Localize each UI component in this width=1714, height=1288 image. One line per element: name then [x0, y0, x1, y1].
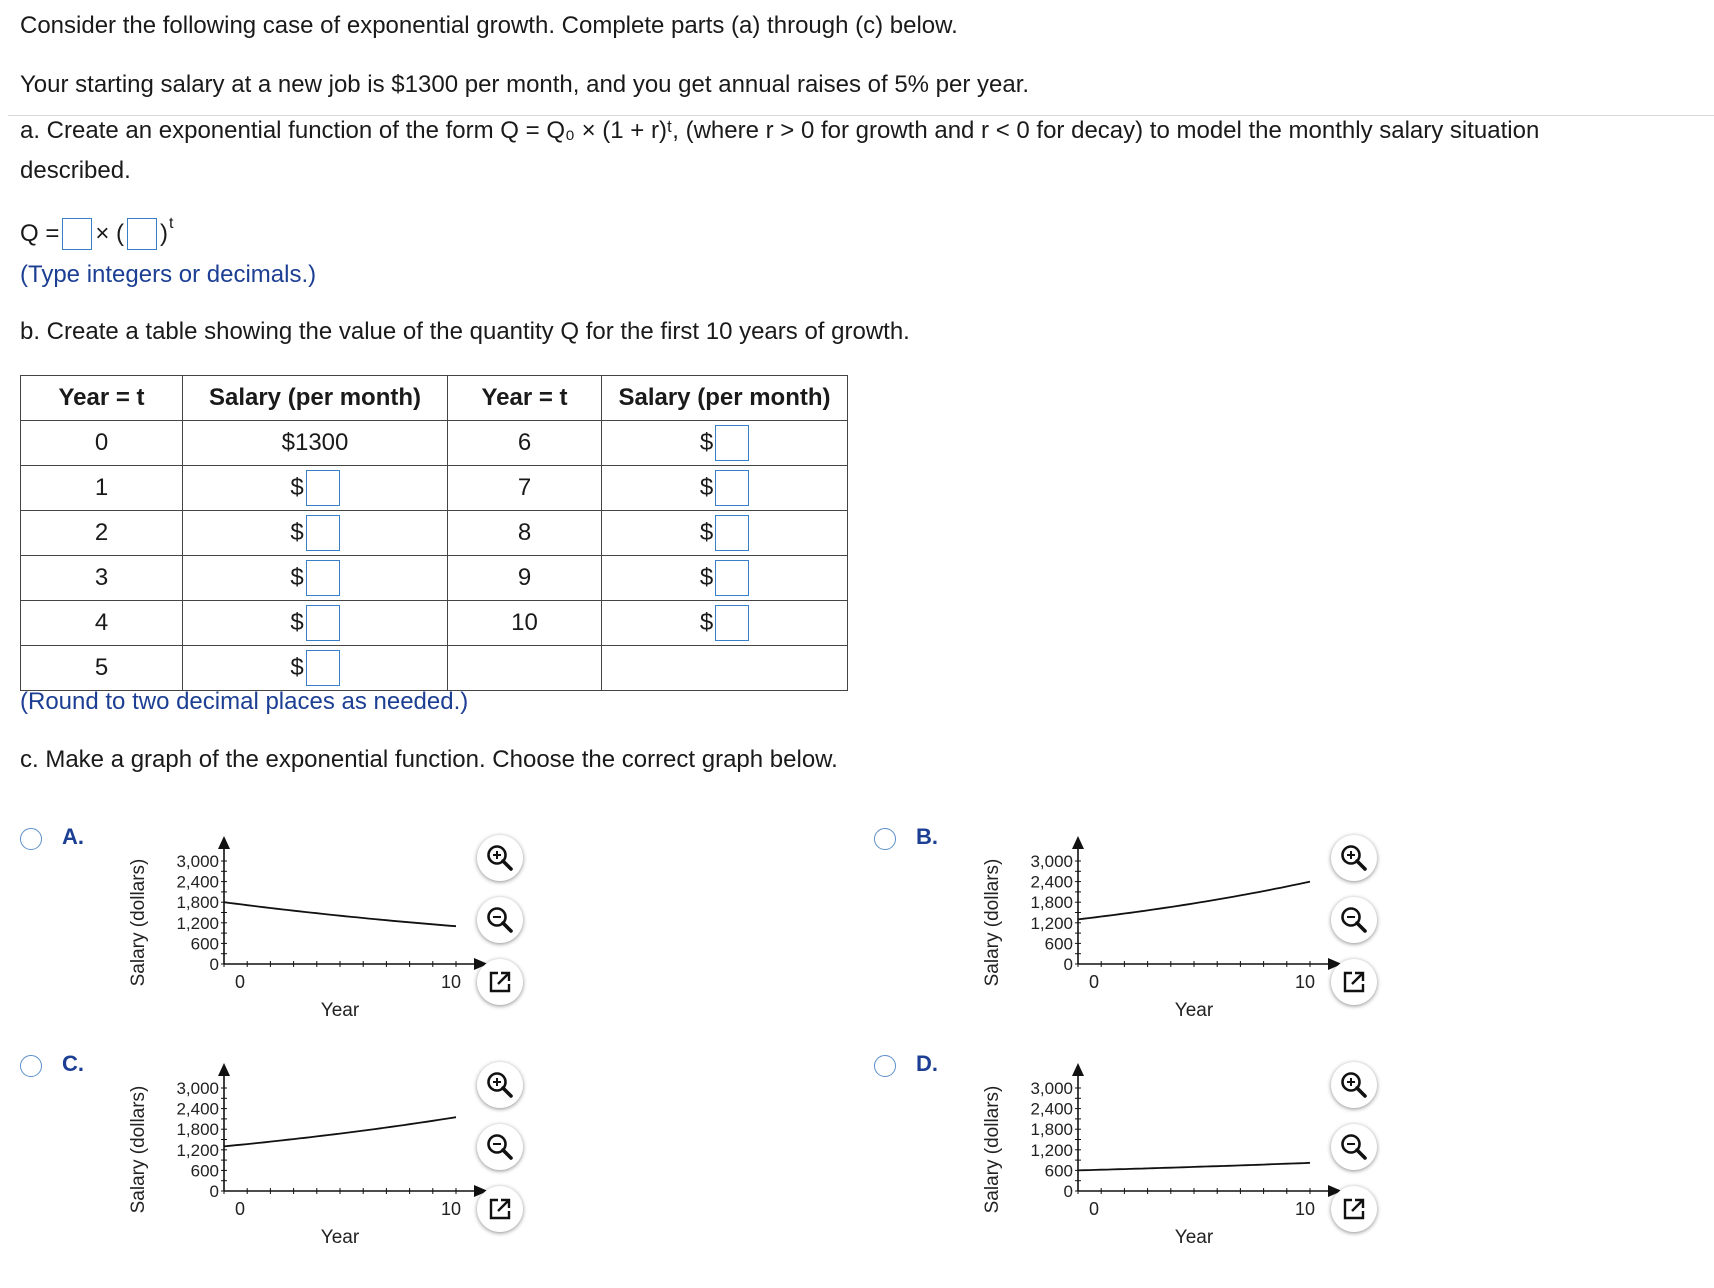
zoom-out-icon [485, 905, 515, 935]
header-salary-right: Salary (per month) [602, 376, 848, 421]
table-row [21, 466, 848, 511]
y-tick-label: 3,000 [176, 1079, 219, 1098]
part-b-prompt: b. Create a table showing the value of the quantity Q for the first 10 years of growth. [20, 318, 910, 345]
y-axis-title: Salary (dollars) [128, 858, 149, 987]
option-a-radio[interactable] [20, 828, 42, 850]
popout-icon [486, 968, 514, 996]
y-tick-label: 600 [1044, 1161, 1073, 1181]
salary-input-year-4[interactable] [306, 605, 340, 641]
salary-input-year-2[interactable] [306, 515, 340, 551]
x-tick-label: 0 [234, 972, 246, 992]
y-tick-label: 2,400 [1030, 1099, 1073, 1119]
series-line [224, 1117, 456, 1146]
dollar-sign: $ [290, 519, 304, 546]
header-salary-left: Salary (per month) [183, 376, 448, 421]
option-c-zoom-in-button[interactable] [477, 1062, 523, 1108]
zoom-out-icon [1339, 1132, 1369, 1162]
part-b-hint: (Round to two decimal places as needed.) [20, 688, 469, 715]
table-row [21, 511, 848, 556]
dollar-sign: $ [290, 654, 304, 681]
x-axis-title: Year [1174, 1227, 1214, 1248]
dollar-sign: $ [699, 564, 714, 591]
part-a-prompt-cont: described. [20, 157, 131, 184]
year-cell: 4 [21, 601, 183, 646]
option-c-popout-button[interactable] [477, 1186, 523, 1232]
x-tick-label: 0 [1088, 1199, 1100, 1219]
year-cell: 1 [21, 466, 183, 511]
salary-input-year-8[interactable] [715, 515, 749, 551]
y-axis-arrow [1072, 1063, 1084, 1076]
table-row [21, 556, 848, 601]
x-tick-label: 10 [1294, 1199, 1316, 1219]
option-b-zoom-out-button[interactable] [1331, 897, 1377, 943]
y-tick-label: 1,200 [176, 913, 219, 933]
salary-input-year-7[interactable] [715, 470, 749, 506]
series-line [224, 902, 456, 926]
dollar-sign: $ [699, 474, 714, 501]
x-tick-label: 0 [1088, 972, 1100, 992]
y-tick-label: 1,800 [1030, 893, 1073, 913]
y-tick-label: 1,800 [1030, 1120, 1073, 1140]
y-tick-label: 600 [1044, 934, 1073, 954]
salary-input-year-9[interactable] [715, 560, 749, 596]
dollar-sign: $ [699, 609, 714, 636]
dollar-sign: $ [290, 564, 304, 591]
x-axis-title: Year [320, 1227, 360, 1248]
growth-factor-input[interactable] [127, 218, 157, 250]
year-cell: 3 [21, 556, 183, 601]
table-header-row [21, 376, 848, 421]
dollar-sign: $ [290, 609, 304, 636]
formula-row [20, 215, 174, 250]
option-a-label: A. [62, 824, 84, 849]
salary-input-year-5[interactable] [306, 650, 340, 686]
option-d-zoom-out-button[interactable] [1331, 1124, 1377, 1170]
option-d-radio[interactable] [874, 1055, 896, 1077]
y-tick-label: 0 [209, 955, 219, 974]
y-tick-label: 600 [190, 1161, 219, 1181]
salary-table [20, 375, 848, 691]
y-tick-label: 0 [1063, 955, 1073, 974]
year-cell: 6 [448, 421, 602, 466]
y-axis-arrow [218, 836, 230, 849]
option-c-label: C. [62, 1051, 84, 1076]
option-b[interactable] [874, 825, 1694, 1050]
part-a-prompt: a. Create an exponential function of the form Q = Q₀ × (1 + r)ᵗ, (where r > 0 for growth and r < 0 for decay) to model the monthly salary situation [20, 117, 1540, 144]
y-tick-label: 3,000 [176, 852, 219, 871]
year-cell: 0 [21, 421, 183, 466]
zoom-in-icon [1339, 1070, 1369, 1100]
dollar-sign: $ [290, 474, 304, 501]
zoom-out-icon [1339, 905, 1369, 935]
salary-input-year-6[interactable] [715, 425, 749, 461]
option-b-label: B. [916, 824, 938, 849]
header-year-right: Year = t [448, 376, 602, 421]
option-b-zoom-in-button[interactable] [1331, 835, 1377, 881]
year-cell: 9 [448, 556, 602, 601]
popout-icon [486, 1195, 514, 1223]
popout-icon [1340, 968, 1368, 996]
year-cell: 2 [21, 511, 183, 556]
salary-input-year-1[interactable] [306, 470, 340, 506]
option-b-radio[interactable] [874, 828, 896, 850]
year-cell: 7 [448, 466, 602, 511]
header-year-left: Year = t [21, 376, 183, 421]
year-cell: 5 [21, 646, 183, 691]
option-a-popout-button[interactable] [477, 959, 523, 1005]
empty-cell [448, 646, 602, 691]
y-axis-arrow [218, 1063, 230, 1076]
option-c[interactable] [20, 1052, 840, 1277]
y-tick-label: 2,400 [176, 872, 219, 892]
option-a[interactable] [20, 825, 840, 1050]
y-tick-label: 1,200 [176, 1140, 219, 1160]
empty-cell [602, 646, 848, 691]
y-tick-label: 2,400 [176, 1099, 219, 1119]
x-tick-label: 10 [440, 1199, 462, 1219]
zoom-in-icon [1339, 843, 1369, 873]
y-axis-title: Salary (dollars) [982, 1085, 1003, 1214]
x-axis-title: Year [1174, 1000, 1214, 1021]
y-tick-label: 0 [209, 1182, 219, 1201]
x-tick-label: 10 [1294, 972, 1316, 992]
formula-times: × ( [95, 220, 125, 247]
option-d[interactable] [874, 1052, 1694, 1277]
y-axis-title: Salary (dollars) [128, 1085, 149, 1214]
y-tick-label: 600 [190, 934, 219, 954]
zoom-in-icon [485, 1070, 515, 1100]
option-c-zoom-out-button[interactable] [477, 1124, 523, 1170]
scenario-text: Your starting salary at a new job is $1300 per month, and you get annual raises of 5% per year. [20, 71, 1030, 98]
dollar-sign: $ [699, 429, 714, 456]
option-d-zoom-in-button[interactable] [1331, 1062, 1377, 1108]
year-cell: 10 [448, 601, 602, 646]
zoom-in-icon [485, 843, 515, 873]
y-tick-label: 0 [1063, 1182, 1073, 1201]
table-row [21, 646, 848, 691]
x-tick-label: 0 [234, 1199, 246, 1219]
y-tick-label: 1,200 [1030, 913, 1073, 933]
dollar-sign: $ [699, 519, 714, 546]
y-tick-label: 3,000 [1030, 852, 1073, 871]
salary-value: $1300 [183, 421, 448, 466]
year-cell: 8 [448, 511, 602, 556]
part-c-prompt: c. Make a graph of the exponential function. Choose the correct graph below. [20, 746, 838, 773]
table-row [21, 421, 848, 466]
option-d-popout-button[interactable] [1331, 1186, 1377, 1232]
table-row [21, 601, 848, 646]
formula-close: ) [160, 220, 169, 247]
intro-text: Consider the following case of exponential growth. Complete parts (a) through (c) below. [20, 12, 958, 39]
option-a-zoom-in-button[interactable] [477, 835, 523, 881]
y-tick-label: 3,000 [1030, 1079, 1073, 1098]
formula-q-label: Q = [20, 220, 60, 247]
salary-input-year-3[interactable] [306, 560, 340, 596]
y-tick-label: 1,800 [176, 893, 219, 913]
x-tick-label: 10 [440, 972, 462, 992]
series-line [1078, 882, 1310, 920]
zoom-out-icon [485, 1132, 515, 1162]
y-tick-label: 1,200 [1030, 1140, 1073, 1160]
y-tick-label: 1,800 [176, 1120, 219, 1140]
option-b-popout-button[interactable] [1331, 959, 1377, 1005]
option-a-zoom-out-button[interactable] [477, 897, 523, 943]
series-line [1078, 1163, 1310, 1171]
q0-input[interactable] [62, 218, 92, 250]
option-c-radio[interactable] [20, 1055, 42, 1077]
salary-input-year-10[interactable] [715, 605, 749, 641]
y-axis-arrow [1072, 836, 1084, 849]
popout-icon [1340, 1195, 1368, 1223]
x-axis-title: Year [320, 1000, 360, 1021]
option-d-label: D. [916, 1051, 938, 1076]
y-axis-title: Salary (dollars) [982, 858, 1003, 987]
y-tick-label: 2,400 [1030, 872, 1073, 892]
part-a-hint: (Type integers or decimals.) [20, 261, 317, 288]
formula-exponent: t [169, 215, 174, 232]
